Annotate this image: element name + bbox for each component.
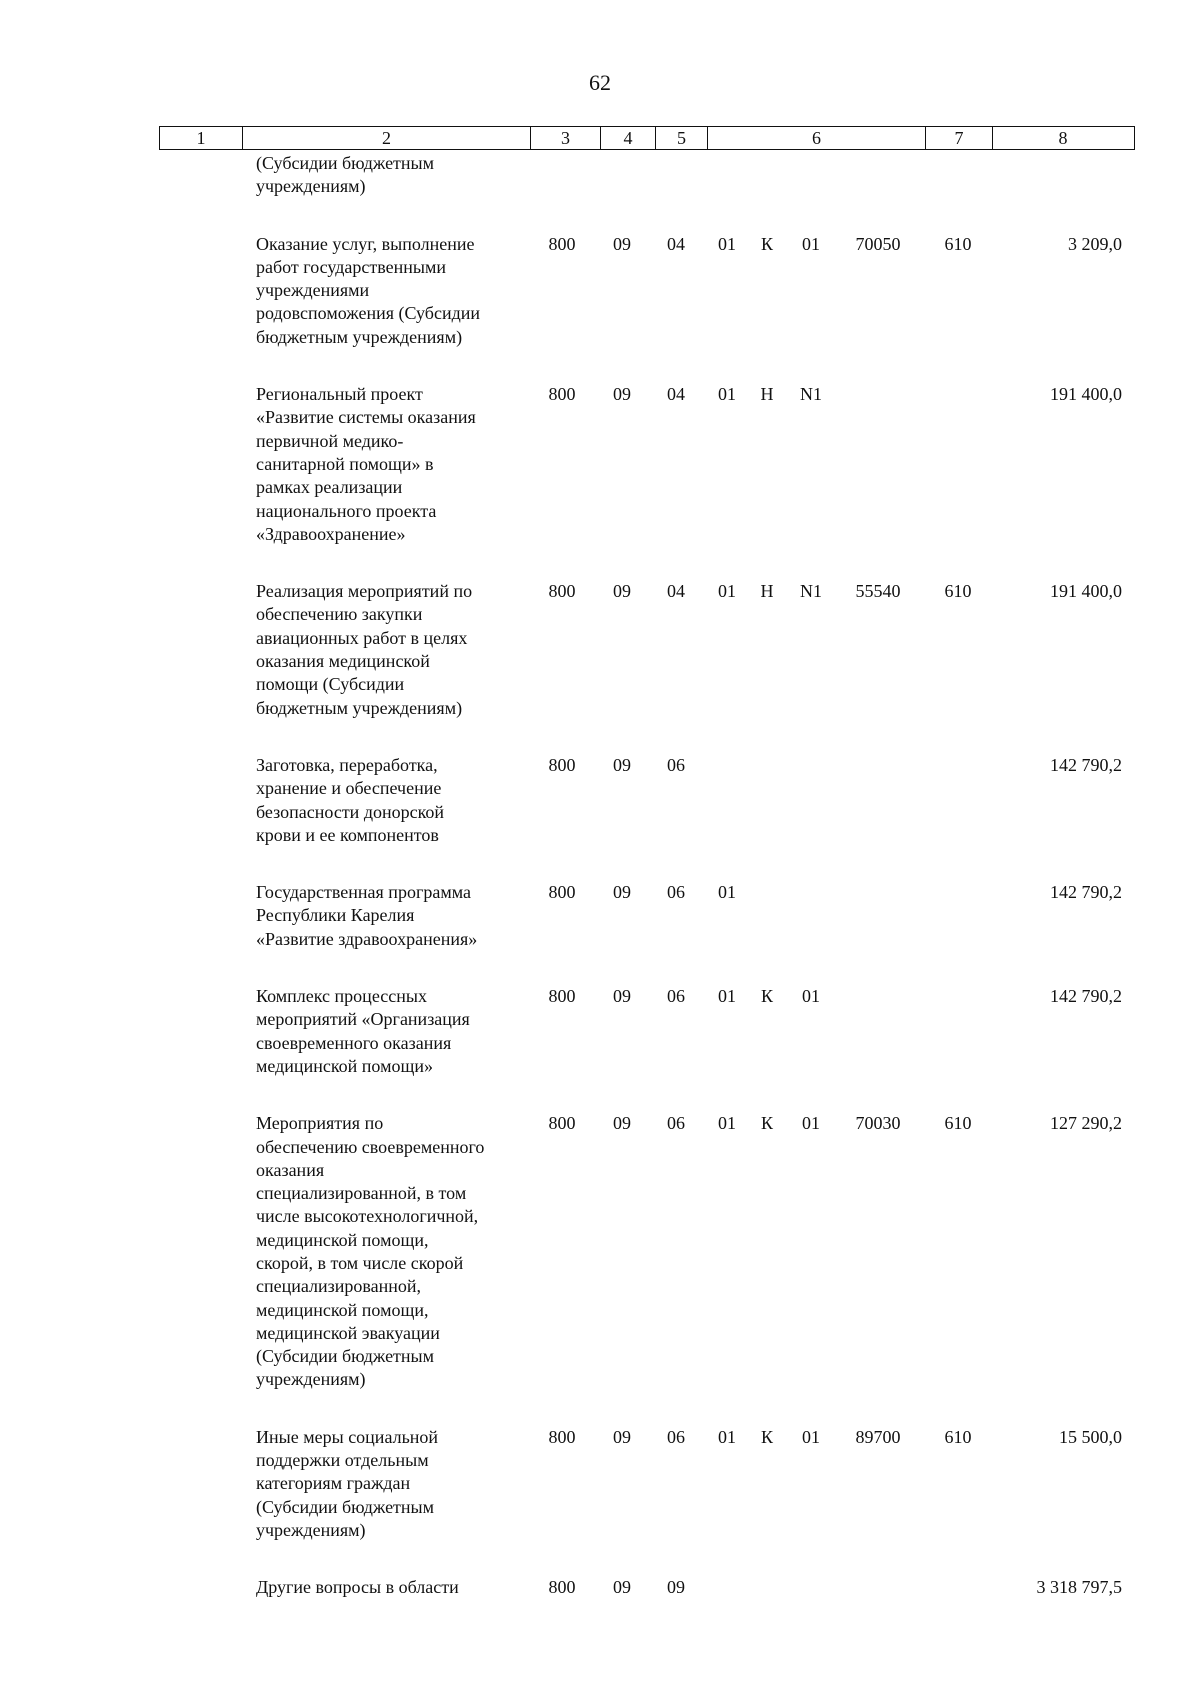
table-row bbox=[0, 233, 1200, 349]
row-col-7: 610 bbox=[944, 1113, 972, 1134]
row-description: Государственная программа Республики Карелия «Развитие здравоохранения» bbox=[256, 882, 478, 949]
row-col-3: 800 bbox=[548, 1426, 576, 1447]
row-col-6-program: 01 bbox=[718, 1426, 736, 1447]
row-col-6-letter: К bbox=[760, 1113, 773, 1134]
row-col-6-program: 01 bbox=[718, 882, 736, 903]
row-col-8-amount: 142 790,2 bbox=[1050, 986, 1122, 1007]
row-col-5: 06 bbox=[667, 882, 685, 903]
table-row bbox=[0, 152, 1200, 199]
row-col-3: 800 bbox=[548, 882, 576, 903]
row-description: Реализация мероприятий по обеспечению закупки авиационных работ в целях оказания медицинской помощи (Субсидии бюджетным учреждениям) bbox=[256, 581, 473, 718]
row-col-6-program: 01 bbox=[718, 986, 736, 1007]
row-col-6-letter: Н bbox=[760, 581, 774, 602]
table-row bbox=[0, 1576, 1200, 1599]
row-description: Заготовка, переработка, хранение и обеспечение безопасности донорской крови и ее компонентов bbox=[256, 754, 445, 845]
row-col-5: 06 bbox=[667, 986, 685, 1007]
row-col-4: 09 bbox=[613, 1113, 631, 1134]
row-col-8-amount: 142 790,2 bbox=[1050, 754, 1122, 775]
header-col-4: 4 bbox=[601, 127, 656, 149]
row-col-8-amount: 127 290,2 bbox=[1050, 1113, 1122, 1134]
table-body bbox=[0, 152, 1200, 1634]
header-col-6: 6 bbox=[708, 127, 926, 149]
row-col-6-sub: 01 bbox=[802, 233, 820, 254]
row-col-5: 06 bbox=[667, 1113, 685, 1134]
row-col-7: 610 bbox=[944, 1426, 972, 1447]
row-col-3: 800 bbox=[548, 384, 576, 405]
header-col-8: 8 bbox=[1058, 128, 1068, 148]
row-description: Региональный проект «Развитие системы оказания первичной медико- санитарной помощи» в рамках реализации национального проекта «Здравоохранение» bbox=[256, 384, 476, 544]
row-col-5: 09 bbox=[667, 1577, 685, 1598]
row-col-3: 800 bbox=[548, 1577, 576, 1598]
row-col-4: 09 bbox=[613, 384, 631, 405]
header-col-1: 1 bbox=[160, 127, 243, 149]
row-description: Комплекс процессных мероприятий «Организация своевременного оказания медицинской помощи» bbox=[256, 986, 470, 1076]
row-col-3: 800 bbox=[548, 986, 576, 1007]
row-col-4: 09 bbox=[613, 581, 631, 602]
row-description: Другие вопросы в области bbox=[256, 1577, 459, 1598]
row-col-6-sub: N1 bbox=[800, 581, 822, 602]
row-col-4: 09 bbox=[613, 986, 631, 1007]
row-col-3: 800 bbox=[548, 754, 576, 775]
row-col-4: 09 bbox=[613, 882, 631, 903]
table-row bbox=[0, 754, 1200, 847]
row-col-5: 04 bbox=[667, 581, 685, 602]
row-col-5: 06 bbox=[667, 1426, 685, 1447]
row-col-6-sub: 01 bbox=[802, 1113, 820, 1134]
row-description: Мероприятия по обеспечению своевременного оказания специализированной, в том числе высокотехнологичной, медицинской помощи, скорой, в том числе скорой специализированной, медицинской помощи, медицинской эвакуации (Субсидии бюджетным учреждениям) bbox=[256, 1113, 485, 1390]
row-col-3: 800 bbox=[548, 581, 576, 602]
row-col-5: 04 bbox=[667, 233, 685, 254]
row-col-4: 09 bbox=[613, 1426, 631, 1447]
row-col-6-sub: 01 bbox=[802, 1426, 820, 1447]
header-col-3: 3 bbox=[531, 127, 601, 149]
row-col-7: 610 bbox=[944, 581, 972, 602]
row-col-6-letter: Н bbox=[760, 384, 774, 405]
row-col-6-code: 70030 bbox=[855, 1113, 901, 1134]
row-description: (Субсидии бюджетным учреждениям) bbox=[256, 153, 435, 197]
table-row bbox=[0, 881, 1200, 951]
row-col-4: 09 bbox=[613, 233, 631, 254]
table-row bbox=[0, 1426, 1200, 1542]
table-row bbox=[0, 383, 1200, 546]
row-col-6-program: 01 bbox=[718, 1113, 736, 1134]
row-col-6-sub: 01 bbox=[802, 986, 820, 1007]
row-description: Иные меры социальной поддержки отдельным категориям граждан (Субсидии бюджетным учреждениям) bbox=[256, 1426, 439, 1540]
table-row bbox=[0, 1112, 1200, 1392]
row-col-3: 800 bbox=[548, 1113, 576, 1134]
row-col-8-amount: 142 790,2 bbox=[1050, 882, 1122, 903]
row-col-8-amount: 15 500,0 bbox=[1059, 1426, 1122, 1447]
row-col-5: 06 bbox=[667, 754, 685, 775]
row-col-8-amount: 191 400,0 bbox=[1050, 581, 1122, 602]
row-col-8-amount: 191 400,0 bbox=[1050, 384, 1122, 405]
row-col-7: 610 bbox=[944, 233, 972, 254]
row-col-6-letter: К bbox=[760, 233, 773, 254]
row-col-6-code: 70050 bbox=[855, 233, 901, 254]
row-col-6-code: 55540 bbox=[855, 581, 901, 602]
row-description: Оказание услуг, выполнение работ государственными учреждениями родовспоможения (Субсидии бюджетным учреждениям) bbox=[256, 233, 481, 347]
row-col-6-letter: К bbox=[760, 1426, 773, 1447]
row-col-4: 09 bbox=[613, 1577, 631, 1598]
table-row bbox=[0, 985, 1200, 1078]
header-col-2: 2 bbox=[243, 127, 531, 149]
page-number: 62 bbox=[589, 70, 611, 95]
table-header bbox=[159, 126, 1135, 150]
row-col-5: 04 bbox=[667, 384, 685, 405]
row-col-4: 09 bbox=[613, 754, 631, 775]
row-col-6-program: 01 bbox=[718, 581, 736, 602]
table-row bbox=[0, 580, 1200, 720]
header-col-5: 5 bbox=[656, 127, 708, 149]
row-col-3: 800 bbox=[548, 233, 576, 254]
header-col-7: 7 bbox=[926, 127, 993, 149]
row-col-6-sub: N1 bbox=[800, 384, 822, 405]
row-col-6-program: 01 bbox=[718, 233, 736, 254]
row-col-6-code: 89700 bbox=[855, 1426, 901, 1447]
row-col-8-amount: 3 318 797,5 bbox=[1036, 1577, 1122, 1598]
row-col-6-program: 01 bbox=[718, 384, 736, 405]
row-col-8-amount: 3 209,0 bbox=[1068, 233, 1122, 254]
row-col-6-letter: К bbox=[760, 986, 773, 1007]
